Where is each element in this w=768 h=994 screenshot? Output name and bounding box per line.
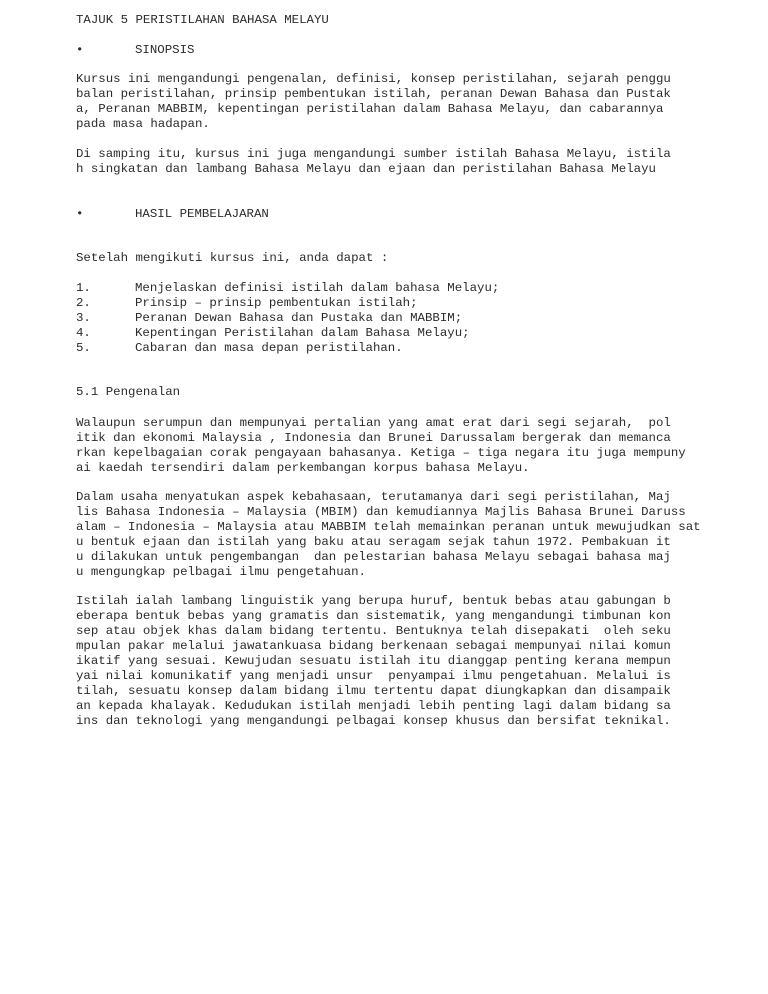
paragraph-line: yai nilai komunikatif yang menjadi unsur penyampai ilmu pengetahuan. Melalui is: [76, 669, 671, 683]
bullet-marker: •: [76, 43, 84, 57]
paragraph-line: rkan kepelbagaian corak pengayaan bahasanya. Ketiga – tiga negara itu juga mempuny: [76, 446, 686, 460]
paragraph-line: h singkatan dan lambang Bahasa Melayu dan ejaan dan peristilahan Bahasa Melayu: [76, 162, 656, 176]
list-item: Menjelaskan definisi istilah dalam bahasa Melayu;: [135, 281, 500, 295]
list-number: 1.: [76, 281, 91, 295]
list-item: Cabaran dan masa depan peristilahan.: [135, 341, 403, 355]
section-heading-pengenalan: 5.1 Pengenalan: [76, 385, 181, 399]
list-number: 5.: [76, 341, 91, 355]
paragraph-line: lis Bahasa Indonesia – Malaysia (MBIM) dan kemudiannya Majlis Bahasa Brunei Daruss: [76, 505, 686, 519]
paragraph-line: u bentuk ejaan dan istilah yang baku atau seragam sejak tahun 1972. Pembakuan it: [76, 535, 671, 549]
list-item: Kepentingan Peristilahan dalam Bahasa Melayu;: [135, 326, 470, 340]
list-item: Prinsip – prinsip pembentukan istilah;: [135, 296, 418, 310]
paragraph-line: ikatif yang sesuai. Kewujudan sesuatu istilah itu dianggap penting kerana mempun: [76, 654, 671, 668]
paragraph-line: tilah, sesuatu konsep dalam bidang ilmu tertentu dapat diungkapkan dan disampaik: [76, 684, 671, 698]
paragraph-line: Dalam usaha menyatukan aspek kebahasaan, terutamanya dari segi peristilahan, Maj: [76, 490, 671, 504]
paragraph-line: an kepada khalayak. Kedudukan istilah menjadi lebih penting lagi dalam bidang sa: [76, 699, 671, 713]
section-heading-hasil: HASIL PEMBELAJARAN: [135, 207, 269, 221]
list-number: 4.: [76, 326, 91, 340]
paragraph-line: u dilakukan untuk pengembangan dan pelestarian bahasa Melayu sebagai bahasa maj: [76, 550, 671, 564]
list-intro: Setelah mengikuti kursus ini, anda dapat :: [76, 251, 389, 265]
paragraph-line: Istilah ialah lambang linguistik yang berupa huruf, bentuk bebas atau gabungan b: [76, 594, 671, 608]
paragraph-line: Kursus ini mengandungi pengenalan, definisi, konsep peristilahan, sejarah penggu: [76, 72, 671, 86]
paragraph-line: ins dan teknologi yang mengandungi pelbagai konsep khusus dan bersifat teknikal.: [76, 714, 671, 728]
paragraph-line: Walaupun serumpun dan mempunyai pertalian yang amat erat dari segi sejarah, pol: [76, 416, 671, 430]
list-number: 3.: [76, 311, 91, 325]
paragraph-line: Di samping itu, kursus ini juga mengandungi sumber istilah Bahasa Melayu, istila: [76, 147, 671, 161]
paragraph-line: balan peristilahan, prinsip pembentukan istilah, peranan Dewan Bahasa dan Pustak: [76, 87, 671, 101]
paragraph-line: a, Peranan MABBIM, kepentingan peristilahan dalam Bahasa Melayu, dan cabarannya: [76, 102, 664, 116]
paragraph-line: alam – Indonesia – Malaysia atau MABBIM telah memainkan peranan untuk mewujudkan sat: [76, 520, 701, 534]
section-heading-sinopsis: SINOPSIS: [135, 43, 195, 57]
paragraph-line: ai kaedah tersendiri dalam perkembangan korpus bahasa Melayu.: [76, 461, 530, 475]
paragraph-line: eberapa bentuk bebas yang gramatis dan sistematik, yang mengandungi timbunan kon: [76, 609, 671, 623]
paragraph-line: itik dan ekonomi Malaysia , Indonesia dan Brunei Darussalam bergerak dan memanca: [76, 431, 671, 445]
paragraph-line: pada masa hadapan.: [76, 117, 210, 131]
paragraph-line: u mengungkap pelbagai ilmu pengetahuan.: [76, 565, 366, 579]
paragraph-line: mpulan pakar melalui jawatankuasa bidang berkenaan sebagai mempunyai nilai komun: [76, 639, 671, 653]
list-item: Peranan Dewan Bahasa dan Pustaka dan MABBIM;: [135, 311, 463, 325]
list-number: 2.: [76, 296, 91, 310]
document-title: TAJUK 5 PERISTILAHAN BAHASA MELAYU: [76, 13, 329, 27]
bullet-marker: •: [76, 207, 84, 221]
paragraph-line: sep atau objek khas dalam bidang tertentu. Bentuknya telah disepakati oleh seku: [76, 624, 671, 638]
